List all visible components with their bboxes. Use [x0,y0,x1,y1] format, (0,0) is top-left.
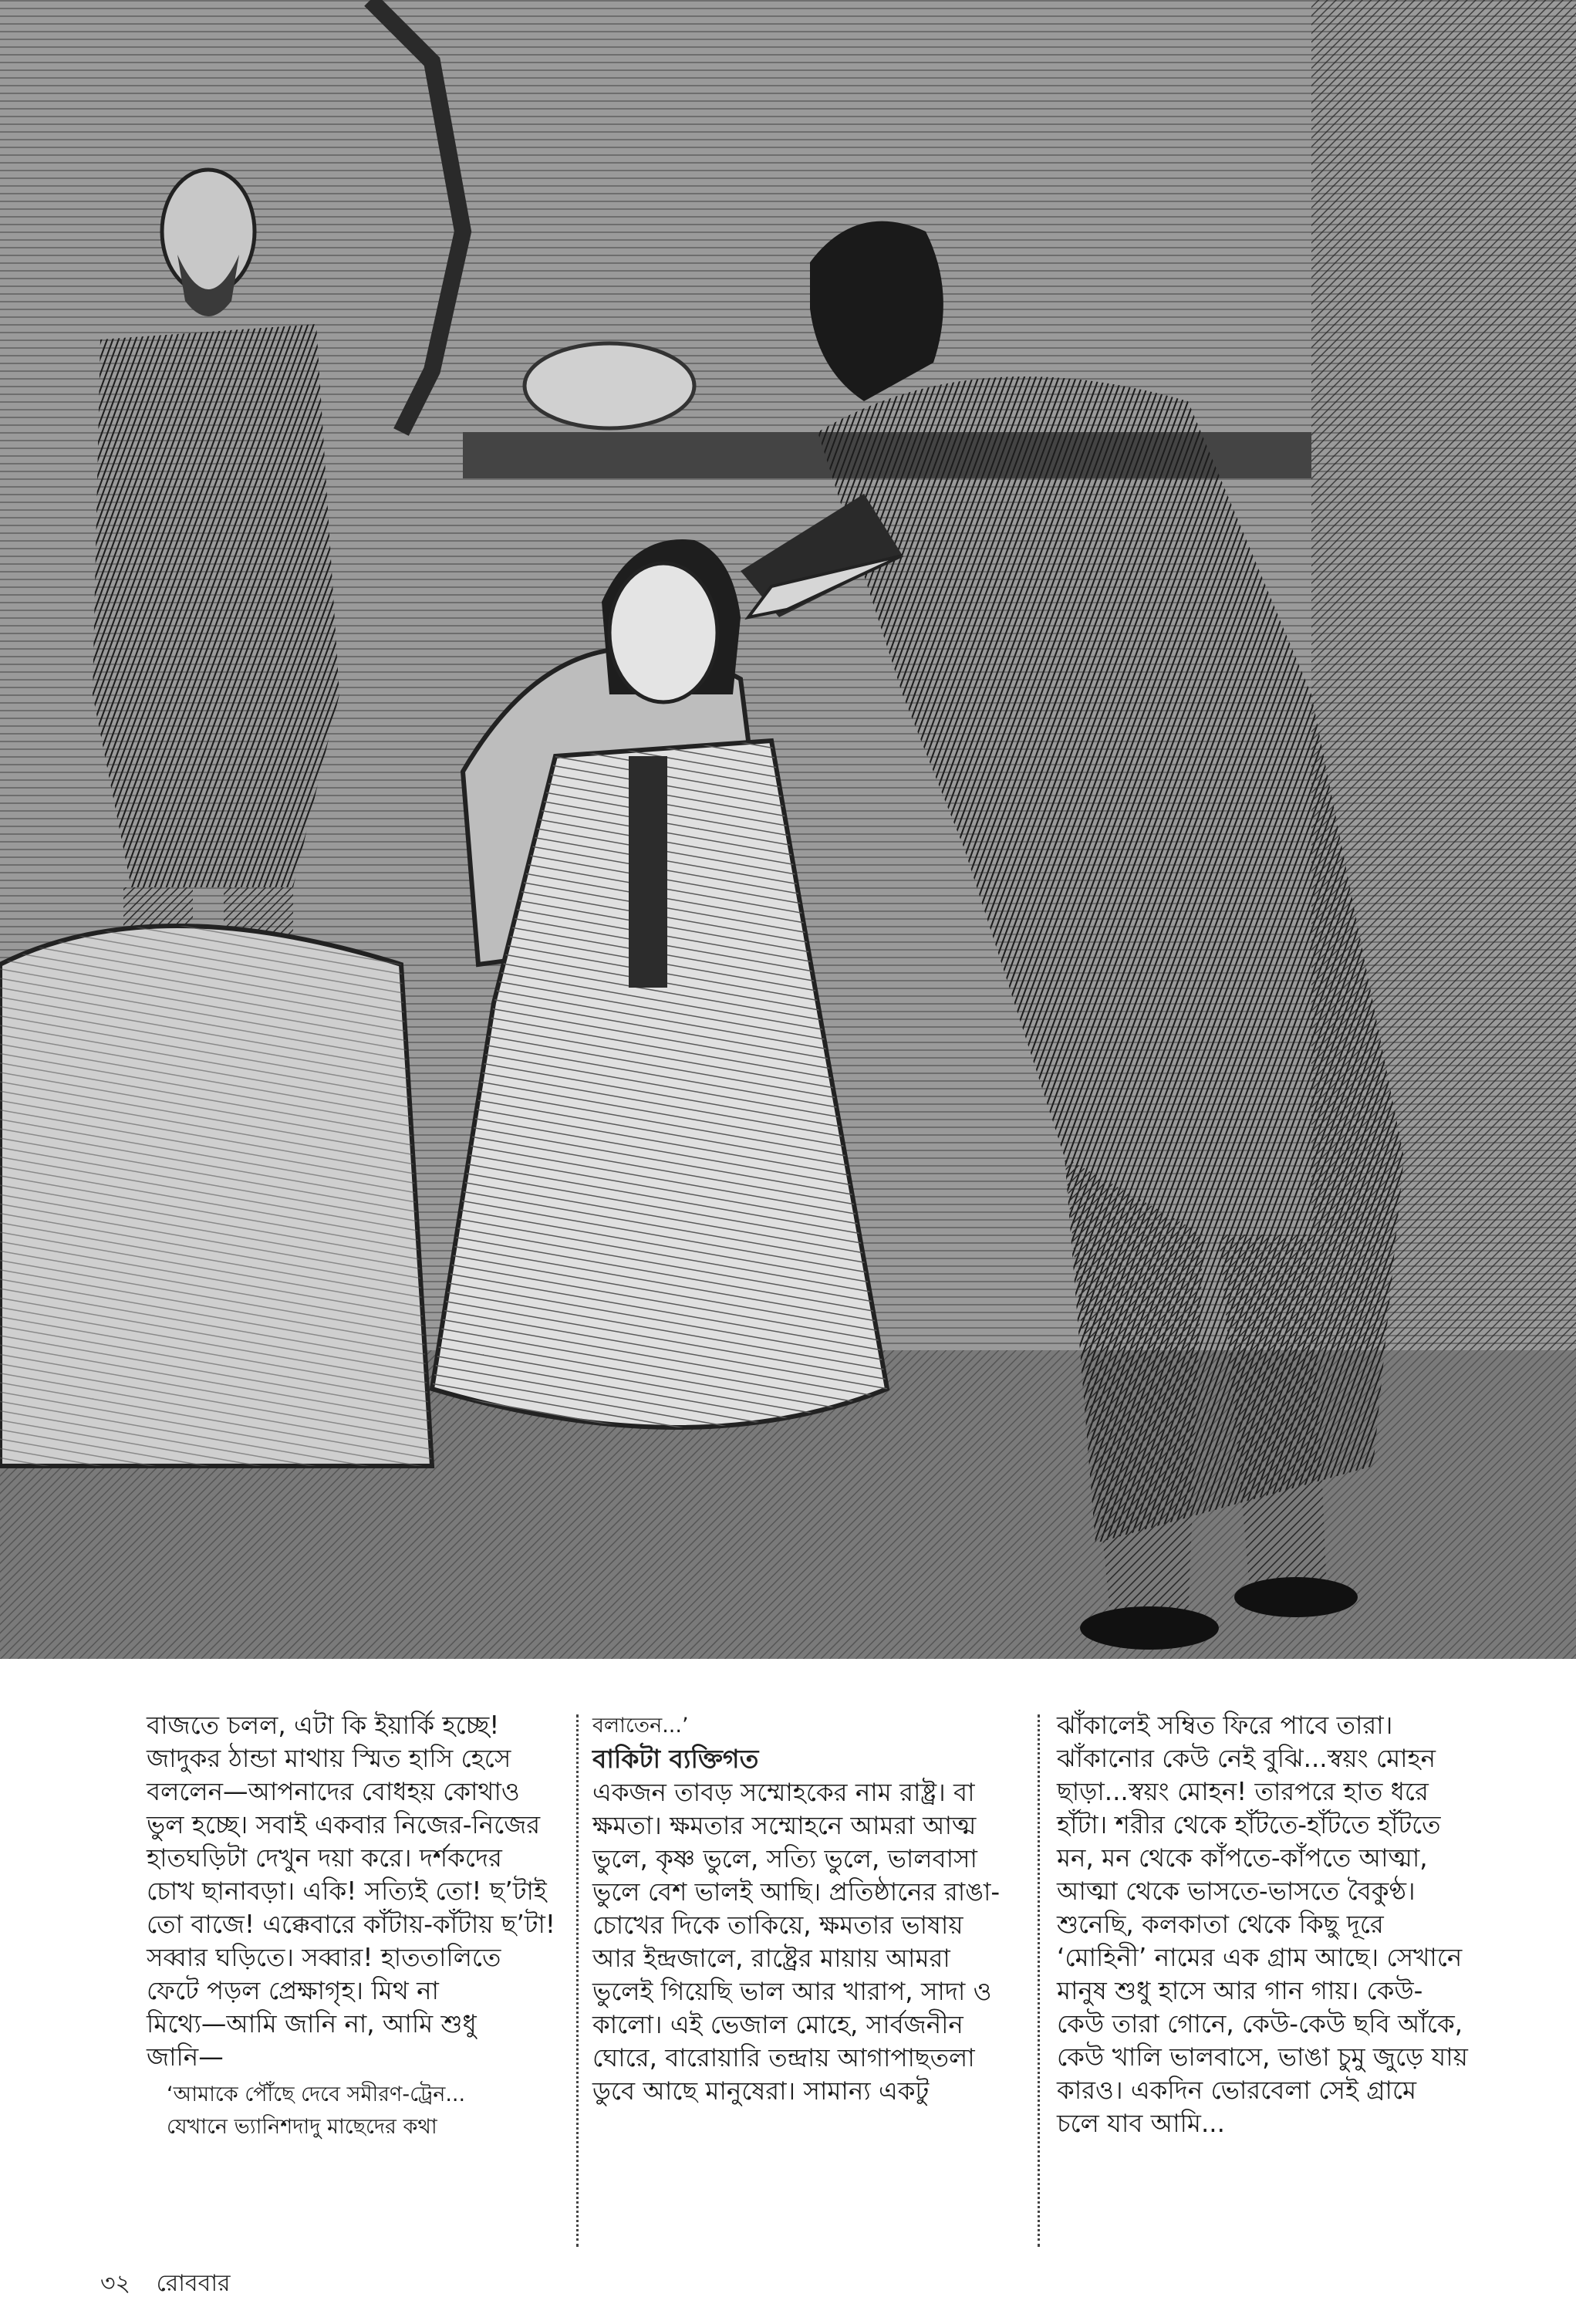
text-line: ফেটে পড়ল প্রেক্ষাগৃহ। মিথ না [147,1976,439,2005]
page-number: ৩২ [100,2270,131,2297]
text-line: চোখ ছানাবড়া। একি! সত্যিই তো! ছ’টাই [147,1876,547,1906]
text-line: আত্মা থেকে ভাসতে-ভাসতে বৈকুণ্ঠ। [1057,1876,1416,1906]
text-line: কেউ তারা গোনে, কেউ-কেউ ছবি আঁকে, [1057,2009,1463,2039]
text-line: ভুলে বেশ ভালই আছি। প্রতিষ্ঠানের রাঙা- [592,1877,1001,1907]
text-line: মন, মন থেকে কাঁপতে-কাঁপতে আত্মা, [1057,1843,1428,1873]
text-line: সব্বার ঘড়িতে। সব্বার! হাততালিতে [147,1943,501,1972]
text-line: হাতঘড়িটা দেখুন দয়া করে। দর্শকদের [147,1843,502,1873]
text-line: ঝাঁকানোর কেউ নেই বুঝি...স্বয়ং মোহন [1057,1744,1436,1773]
text-line: বললেন—আপনাদের বোধহয় কোথাও [147,1777,520,1806]
text-line: হাঁটা। শরীর থেকে হাঁটতে-হাঁটতে হাঁটতে [1057,1810,1441,1839]
text-line: ছাড়া...স্বয়ং মোহন! তারপরে হাত ধরে [1057,1777,1429,1806]
mantel-ornament [525,343,694,428]
text-line: চোখের দিকে তাকিয়ে, ক্ষমতার ভাষায় [592,1910,963,1940]
text-line: ‘মোহিনী’ নামের এক গ্রাম আছে। সেখানে [1057,1943,1463,1972]
text-line: তো বাজে! এক্কেবারে কাঁটায়-কাঁটায় ছ’টা! [147,1910,555,1939]
text-line: বাজতে চলল, এটা কি ইয়ার্কি হচ্ছে! [147,1711,500,1740]
text-line: মানুষ শুধু হাসে আর গান গায়। কেউ- [1057,1976,1423,2005]
magazine-name: রোববার [156,2270,231,2297]
poem-line: ‘আমাকে পৌঁছে দেবে সমীরণ-ট্রেন... [167,2082,466,2106]
page-footer [100,2265,249,2304]
poem-quote [147,2079,563,2143]
section-subheading: বাকিটা ব্যক্তিগত [592,1744,759,1774]
column-3 [1057,1709,1489,2140]
text-line: কেউ খালি ভালবাসে, ভাঙা চুমু জুড়ে যায় [1057,2042,1468,2072]
article-columns [0,1709,1576,2249]
text-line: কালো। এই ভেজাল মোহে, সার্বজনীন [592,2010,963,2039]
poem-line: যেখানে ভ্যানিশদাদু মাছেদের কথা [167,2115,437,2139]
text-line: মিথ্যে—আমি জানি না, আমি শুধু [147,2009,477,2039]
text-line: ভুলেই গিয়েছি ভাল আর খারাপ, সাদা ও [592,1977,992,2006]
text-line: চলে যাব আমি... [1057,2109,1225,2138]
text-line: ভুল হচ্ছে। সবাই একবার নিজের-নিজের [147,1810,541,1839]
text-line: জানি— [147,2042,224,2072]
text-line: শুনেছি, কলকাতা থেকে কিছু দূরে [1057,1910,1384,1939]
text-line: ঝাঁকালেই সম্বিত ফিরে পাবে তারা। [1057,1711,1393,1740]
text-line: ঘোরে, বারোয়ারি তন্দ্রায় আগাপাছতলা [592,2043,975,2072]
text-line: ডুবে আছে মানুষেরা। সামান্য একটু [592,2076,930,2106]
text-line: ক্ষমতা। ক্ষমতার সম্মোহনে আমরা আত্ম [592,1811,977,1840]
text-line: ভুলে, কৃষ্ণ ভুলে, সত্যি ভুলে, ভালবাসা [592,1844,977,1873]
text-line: একজন তাবড় সম্মোহকের নাম রাষ্ট্র। বা [592,1778,975,1807]
text-line: কারও। একদিন ভোরবেলা সেই গ্রামে [1057,2076,1417,2105]
poem-continuation: বলাতেন...’ [592,1714,689,1738]
text-line: জাদুকর ঠান্ডা মাথায় স্মিত হাসি হেসে [147,1744,511,1773]
column-1 [147,1709,563,2143]
text-line: আর ইন্দ্রজালে, রাষ্ট্রের মায়ায় আমরা [592,1944,950,1973]
column-2 [592,1709,1024,2108]
